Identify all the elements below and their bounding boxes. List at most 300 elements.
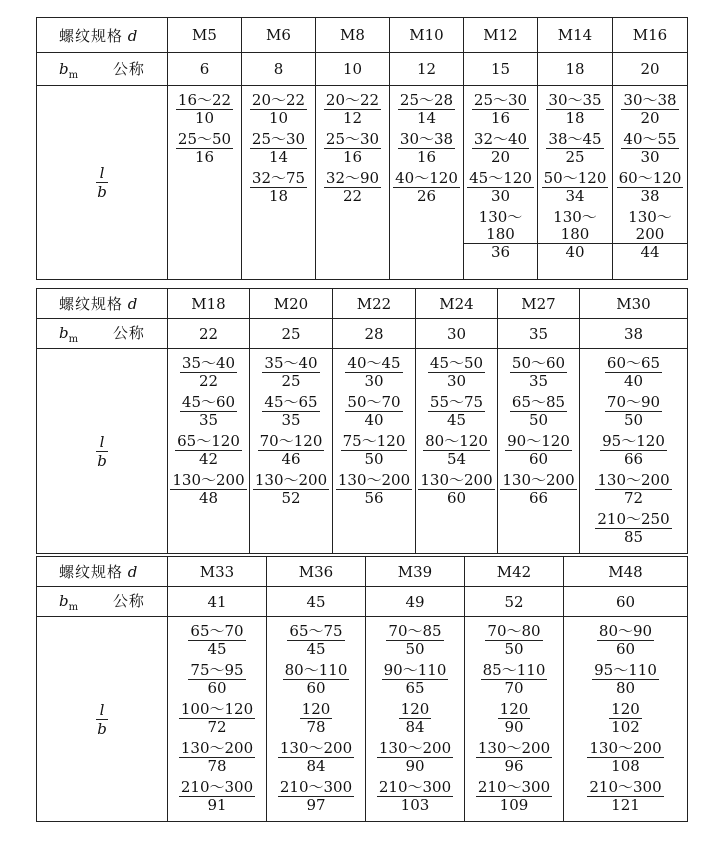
spec-cell: M10	[390, 18, 464, 53]
length-fraction	[546, 92, 603, 127]
length-fraction	[597, 623, 654, 658]
thread-length: 44	[640, 243, 660, 261]
length-range: 130～200	[477, 739, 551, 757]
d-symbol: d	[127, 563, 138, 581]
length-fraction	[500, 472, 576, 507]
length-range: 65～85	[511, 393, 566, 411]
thread-length: 10	[268, 109, 289, 127]
length-fraction	[283, 662, 350, 697]
spec-label-cell	[37, 18, 168, 53]
nominal-cell: 49	[366, 587, 465, 617]
length-range: 90～110	[383, 661, 447, 679]
length-range: 210～300	[378, 778, 452, 796]
nominal-cell: 60	[564, 587, 688, 617]
length-fraction	[336, 472, 412, 507]
thread-length: 42	[198, 450, 219, 468]
nominal-cell: 6	[168, 53, 242, 86]
length-fraction	[170, 472, 246, 507]
spec-cell: M39	[366, 557, 465, 587]
thread-length: 103	[400, 796, 430, 814]
thread-length: 52	[281, 489, 301, 507]
length-range: 55～75	[429, 393, 484, 411]
thread-length: 91	[207, 796, 227, 814]
thread-length: 12	[342, 109, 363, 127]
thread-length: 121	[611, 796, 640, 814]
bm-symbol: $b_m$	[59, 592, 79, 613]
length-fraction	[382, 662, 449, 697]
spec-label: 螺纹规格	[59, 563, 124, 581]
length-range: 130～200	[589, 739, 662, 757]
length-range: 40～45	[347, 354, 401, 372]
thread-length: 72	[207, 718, 227, 736]
thread-length: 45	[207, 640, 227, 658]
spec-cell: M36	[267, 557, 366, 587]
length-fraction	[345, 394, 402, 429]
spec-cell: M5	[168, 18, 242, 53]
length-fraction	[377, 779, 453, 814]
thread-length: 30	[364, 372, 384, 390]
length-range: 130～200	[597, 471, 670, 489]
thread-length: 90	[405, 757, 425, 775]
length-range: 40～55	[623, 130, 677, 148]
nominal-label: 公称	[112, 59, 145, 78]
thread-length: 22	[198, 372, 219, 390]
spec-cell: M27	[498, 289, 580, 319]
length-fraction	[398, 131, 455, 166]
length-range: 65～75	[289, 622, 343, 640]
nominal-label: 公称	[112, 324, 145, 342]
length-fraction	[476, 740, 552, 775]
thread-length: 16	[194, 148, 215, 166]
length-fraction	[542, 170, 609, 205]
spec-label-cell	[37, 557, 168, 587]
length-range: 45～65	[264, 393, 318, 411]
length-fraction	[262, 355, 319, 390]
thread-length: 54	[446, 450, 467, 468]
length-fraction	[324, 92, 381, 127]
length-fraction	[418, 472, 494, 507]
lb-label-cell	[37, 349, 168, 554]
thread-length: 78	[306, 718, 326, 736]
thread-length: 50	[528, 411, 549, 429]
spec-cell: M6	[242, 18, 316, 53]
length-range: 130～200	[279, 739, 353, 757]
length-range: 25～28	[399, 91, 454, 109]
thread-length: 30	[490, 187, 511, 205]
length-range: 30～38	[399, 130, 454, 148]
thread-length: 48	[198, 489, 219, 507]
nominal-label: 公称	[112, 592, 145, 610]
length-fraction	[278, 740, 354, 775]
nominal-cell: 12	[390, 53, 464, 86]
thread-length: 56	[364, 489, 384, 507]
thread-length: 18	[565, 109, 585, 127]
nominal-cell: 28	[333, 319, 416, 349]
l-over-b-label: l b	[97, 432, 107, 470]
length-range: 210～300	[589, 778, 662, 796]
length-fraction	[179, 740, 255, 775]
thread-length: 84	[306, 757, 326, 775]
length-fraction	[605, 355, 662, 390]
length-fraction	[377, 740, 453, 775]
length-fraction	[428, 394, 485, 429]
thread-length: 60	[207, 679, 227, 697]
thread-length: 46	[281, 450, 301, 468]
length-range: 38～45	[548, 130, 602, 148]
length-fraction	[398, 92, 455, 127]
length-fraction	[592, 662, 659, 697]
length-range: 40～120	[395, 169, 458, 187]
length-range: 210～300	[477, 778, 551, 796]
length-range: 70～90	[606, 393, 661, 411]
spec-cell: M12	[464, 18, 538, 53]
length-range: 35～40	[181, 354, 236, 372]
thread-length: 40	[364, 411, 384, 429]
thread-length: 25	[281, 372, 301, 390]
spec-cell: M42	[465, 557, 564, 587]
length-fraction	[472, 92, 529, 127]
length-range: 130～180	[464, 209, 537, 244]
length-fraction	[464, 209, 537, 261]
length-range: 210～300	[180, 778, 254, 796]
spec-cell: M16	[613, 18, 688, 53]
length-range: 80～120	[425, 432, 488, 450]
length-range: 45～60	[181, 393, 236, 411]
length-range: 32～40	[473, 130, 528, 148]
length-fraction	[324, 170, 381, 205]
length-range: 25～30	[325, 130, 380, 148]
length-fraction	[609, 701, 642, 736]
lb-cell	[465, 617, 564, 822]
length-fraction	[485, 623, 542, 658]
bm-label-cell	[37, 53, 168, 86]
lb-cell	[250, 349, 333, 554]
spec-cell: M30	[580, 289, 688, 319]
length-fraction	[505, 433, 572, 468]
thread-length: 70	[504, 679, 524, 697]
length-range: 60～120	[618, 169, 682, 187]
length-fraction	[472, 131, 529, 166]
lb-cell	[168, 349, 250, 554]
nominal-cell: 45	[267, 587, 366, 617]
thread-length: 60	[528, 450, 549, 468]
length-fraction	[595, 511, 671, 546]
length-fraction	[176, 131, 233, 166]
thread-length: 20	[490, 148, 511, 166]
spec-label: 螺纹规格	[59, 295, 124, 313]
nominal-cell: 38	[580, 319, 688, 349]
length-range: 90～120	[507, 432, 570, 450]
length-range: 120	[499, 700, 529, 718]
lb-cell	[498, 349, 580, 554]
thread-length: 26	[416, 187, 437, 205]
length-fraction	[510, 394, 567, 429]
lb-cell	[267, 617, 366, 822]
thread-length: 18	[268, 187, 289, 205]
length-fraction	[399, 701, 432, 736]
spec-row	[37, 557, 688, 587]
thread-length: 80	[615, 679, 636, 697]
length-range: 70～80	[487, 622, 541, 640]
length-range: 65～120	[177, 432, 240, 450]
lb-cell	[366, 617, 465, 822]
lb-cell	[390, 86, 464, 280]
length-fraction	[393, 170, 460, 205]
thread-length: 34	[565, 187, 585, 205]
length-range: 25～30	[473, 91, 528, 109]
length-range: 120	[400, 700, 430, 718]
nominal-cell: 20	[613, 53, 688, 86]
thread-length: 22	[342, 187, 363, 205]
length-range: 130～200	[378, 739, 452, 757]
thread-length: 96	[504, 757, 524, 775]
spec-cell: M24	[416, 289, 498, 319]
length-fraction	[617, 170, 684, 205]
thread-length: 14	[416, 109, 437, 127]
length-range: 35～40	[264, 354, 318, 372]
spec-cell: M22	[333, 289, 416, 319]
length-range: 75～120	[342, 432, 406, 450]
thread-length: 85	[623, 528, 644, 546]
thread-length: 45	[446, 411, 467, 429]
thread-length: 25	[565, 148, 585, 166]
thread-length: 78	[207, 757, 227, 775]
spec-label-cell	[37, 289, 168, 319]
length-range: 45～50	[429, 354, 484, 372]
thread-length: 16	[416, 148, 437, 166]
lb-row	[37, 617, 688, 822]
spec-label: 螺纹规格	[59, 26, 124, 45]
length-fraction	[546, 131, 603, 166]
length-fraction	[481, 662, 548, 697]
d-symbol: d	[127, 295, 138, 313]
length-fraction	[345, 355, 402, 390]
thread-length: 50	[504, 640, 524, 658]
spec-cell: M20	[250, 289, 333, 319]
length-fraction	[253, 472, 329, 507]
length-fraction	[188, 662, 245, 697]
lb-cell	[564, 617, 688, 822]
thread-length: 16	[490, 109, 511, 127]
lb-label-cell	[37, 86, 168, 280]
length-fraction	[250, 131, 307, 166]
bm-symbol: $b_m$	[59, 324, 79, 345]
length-fraction	[605, 394, 662, 429]
thread-length: 35	[198, 411, 219, 429]
length-range: 45～120	[469, 169, 532, 187]
thread-length: 84	[405, 718, 425, 736]
length-fraction	[175, 433, 242, 468]
d-symbol: d	[127, 26, 138, 45]
length-fraction	[538, 209, 612, 261]
thread-length: 10	[194, 109, 215, 127]
spec-table-section-3	[36, 556, 688, 822]
length-range: 65～70	[190, 622, 244, 640]
length-fraction	[300, 701, 333, 736]
length-range: 130～200	[420, 471, 493, 489]
length-fraction	[287, 623, 344, 658]
length-fraction	[250, 170, 307, 205]
length-range: 130～180	[538, 209, 612, 244]
bm-row	[37, 319, 688, 349]
nominal-cell: 15	[464, 53, 538, 86]
nominal-cell: 30	[416, 319, 498, 349]
thread-length: 40	[565, 243, 585, 261]
nominal-cell: 25	[250, 319, 333, 349]
length-fraction	[324, 131, 381, 166]
nominal-cell: 52	[465, 587, 564, 617]
length-fraction	[179, 701, 255, 736]
nominal-cell: 8	[242, 53, 316, 86]
nominal-cell: 22	[168, 319, 250, 349]
length-fraction	[476, 779, 552, 814]
thread-length: 50	[623, 411, 644, 429]
length-fraction	[179, 779, 255, 814]
length-range: 70～120	[259, 432, 323, 450]
thread-length: 45	[306, 640, 326, 658]
length-range: 85～110	[482, 661, 546, 679]
length-range: 70～85	[388, 622, 442, 640]
spec-cell: M18	[168, 289, 250, 319]
length-range: 210～250	[597, 510, 670, 528]
lb-label-cell	[37, 617, 168, 822]
lb-cell	[242, 86, 316, 280]
bm-row	[37, 53, 688, 86]
thread-length: 50	[364, 450, 384, 468]
length-range: 50～120	[543, 169, 607, 187]
length-fraction	[176, 92, 233, 127]
spec-table-section-2	[36, 288, 688, 554]
length-fraction	[595, 472, 671, 507]
lb-cell	[168, 86, 242, 280]
lb-cell	[464, 86, 538, 280]
thread-length: 60	[306, 679, 326, 697]
thread-length: 90	[504, 718, 524, 736]
length-fraction	[613, 209, 687, 261]
length-range: 130～200	[502, 471, 575, 489]
thread-length: 65	[405, 679, 425, 697]
thread-length: 109	[499, 796, 529, 814]
thread-length: 30	[446, 372, 467, 390]
spec-row	[37, 18, 688, 53]
length-range: 130～200	[180, 739, 254, 757]
length-fraction	[341, 433, 408, 468]
length-fraction	[180, 355, 237, 390]
bm-label-cell	[37, 319, 168, 349]
spec-cell: M8	[316, 18, 390, 53]
lb-cell	[416, 349, 498, 554]
nominal-cell: 10	[316, 53, 390, 86]
thread-length: 35	[281, 411, 301, 429]
nominal-cell: 18	[538, 53, 613, 86]
length-fraction	[621, 92, 678, 127]
thread-length: 35	[528, 372, 549, 390]
length-range: 80～110	[284, 661, 348, 679]
length-range: 130～200	[613, 209, 687, 244]
length-range: 32～90	[325, 169, 380, 187]
length-range: 50～70	[347, 393, 401, 411]
length-range: 75～95	[190, 661, 244, 679]
length-range: 130～200	[254, 471, 328, 489]
thread-length: 50	[405, 640, 425, 658]
thread-length: 40	[623, 372, 644, 390]
length-range: 32～75	[251, 169, 306, 187]
length-fraction	[278, 779, 354, 814]
nominal-cell: 41	[168, 587, 267, 617]
thread-length: 30	[640, 148, 660, 166]
spec-row	[37, 289, 688, 319]
thread-length: 16	[342, 148, 363, 166]
thread-length: 36	[490, 243, 511, 261]
lb-cell	[613, 86, 688, 280]
thread-length: 20	[640, 109, 660, 127]
length-range: 20～22	[251, 91, 306, 109]
length-range: 60～65	[606, 354, 661, 372]
length-range: 20～22	[325, 91, 380, 109]
length-range: 130～200	[337, 471, 411, 489]
thread-length: 66	[623, 450, 644, 468]
length-fraction	[188, 623, 245, 658]
bm-symbol: $b_m$	[59, 59, 79, 81]
thread-length: 102	[611, 718, 640, 736]
length-fraction	[428, 355, 485, 390]
length-fraction	[498, 701, 531, 736]
length-fraction	[180, 394, 237, 429]
length-range: 50～60	[511, 354, 566, 372]
length-range: 25～30	[251, 130, 306, 148]
lb-cell	[580, 349, 688, 554]
length-range: 120	[301, 700, 331, 718]
length-fraction	[258, 433, 325, 468]
length-range: 210～300	[279, 778, 353, 796]
lb-cell	[333, 349, 416, 554]
nominal-cell: 35	[498, 319, 580, 349]
length-range: 16～22	[177, 91, 232, 109]
length-range: 120	[611, 700, 640, 718]
thread-length: 72	[623, 489, 644, 507]
length-fraction	[250, 92, 307, 127]
thread-length: 66	[528, 489, 549, 507]
thread-length: 38	[640, 187, 660, 205]
lb-cell	[538, 86, 613, 280]
length-range: 95～120	[602, 432, 665, 450]
length-fraction	[262, 394, 319, 429]
thread-length: 97	[306, 796, 326, 814]
length-range: 95～110	[594, 661, 657, 679]
l-over-b-label: l b	[97, 164, 107, 201]
thread-length: 14	[268, 148, 289, 166]
spec-cell: M48	[564, 557, 688, 587]
thread-length: 60	[446, 489, 467, 507]
bm-row	[37, 587, 688, 617]
spec-table-section-1	[36, 17, 688, 280]
length-fraction	[386, 623, 443, 658]
length-fraction	[423, 433, 490, 468]
thread-length: 108	[611, 757, 640, 775]
length-fraction	[600, 433, 667, 468]
lb-row	[37, 86, 688, 280]
length-fraction	[510, 355, 567, 390]
spec-cell: M33	[168, 557, 267, 587]
lb-cell	[316, 86, 390, 280]
length-range: 30～35	[548, 91, 602, 109]
length-range: 100～120	[180, 700, 254, 718]
thread-length: 60	[615, 640, 636, 658]
length-range: 25～50	[177, 130, 232, 148]
length-range: 30～38	[623, 91, 677, 109]
bm-label-cell	[37, 587, 168, 617]
length-fraction	[467, 170, 534, 205]
